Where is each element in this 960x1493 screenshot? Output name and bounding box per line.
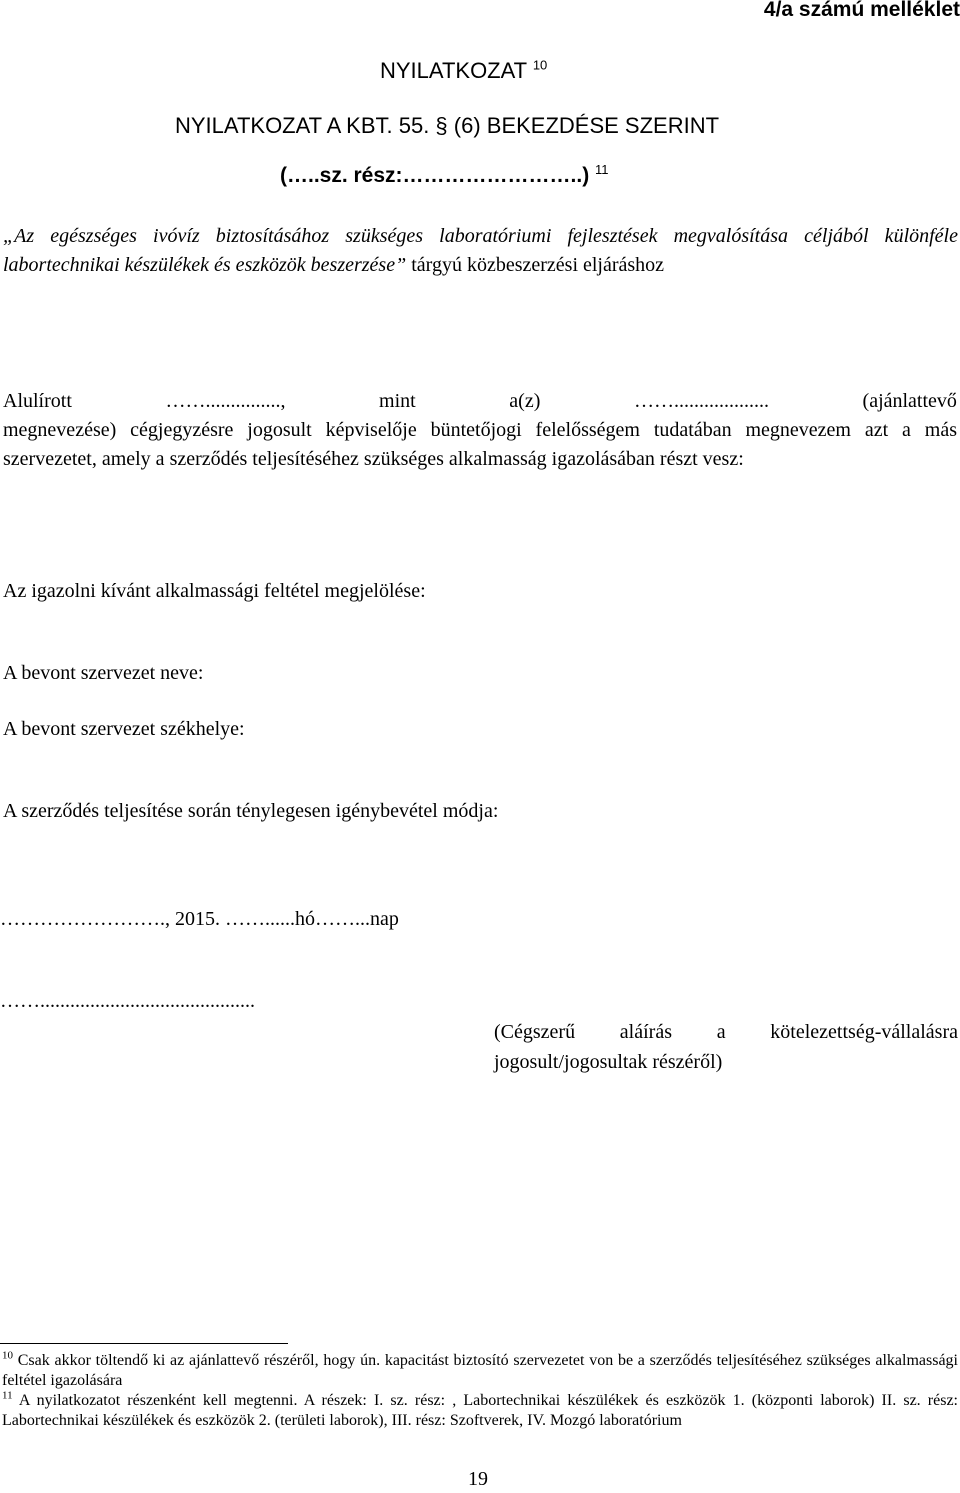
footnote-number: 10: [2, 1349, 13, 1362]
footnote-ref-10[interactable]: 10: [532, 57, 548, 73]
declaration-rest: megnevezése) cégjegyzésre jogosult képviselője büntetőjogi felelősségem tudatában megnevezem azt a más szervezetet, amely a szerződés teljesítéséhez szükséges alkalmasság igazolásában részt vesz:: [3, 419, 957, 470]
footnote-text: A nyilatkozatot részenként kell megtenni. A részek: I. sz. rész: , Labortechnikai készülékek és eszközök 1. (központi laborok) II. sz. rész: Labortechnikai készülékek és eszközök 2. (területi laborok), III. rész: Szoftverek, IV. Mozgó laboratórium: [2, 1392, 958, 1429]
signatory-name-blank: ……...............,: [165, 390, 286, 412]
document-title-text: NYILATKOZAT: [380, 58, 527, 83]
footnote-text: Csak akkor töltendő ki az ajánlattevő részéről, hogy ún. kapacitást biztosító szervezetet von be a szerződés teljesítéséhez szükséges alkalmassági feltétel igazolására: [2, 1352, 958, 1389]
declaration-first-line: [3, 387, 957, 416]
declaration-word: mint: [379, 390, 416, 412]
procurement-subject-title: „Az egészséges ivóvíz biztosításához szükséges laboratóriumi fejlesztések megvalósítása céljából különféle labortechnikai készülékek és eszközök beszerzése”: [3, 225, 958, 276]
procurement-subject: [3, 222, 958, 280]
field-usage-mode-label: A szerződés teljesítése során ténylegesen igénybevétel módja:: [3, 800, 499, 822]
field-org-seat-label: A bevont szervezet székhelye:: [3, 718, 245, 740]
part-placeholder-text: (…..sz. rész:……………………..): [280, 164, 590, 187]
signature-line: ……...........................................: [0, 990, 255, 1012]
declaration-word: a(z): [509, 390, 541, 412]
footnotes: [2, 1351, 958, 1431]
footnote-11: [2, 1391, 958, 1431]
footnote-ref-11[interactable]: 11: [595, 162, 609, 177]
declaration-word: Alulírott: [3, 390, 72, 412]
bidder-name-blank: ……...................: [633, 390, 769, 412]
annex-label: 4/a számú melléklet: [763, 0, 960, 21]
field-condition-label: Az igazolni kívánt alkalmassági feltétel megjelölése:: [3, 580, 426, 602]
footnote-separator: [0, 1343, 288, 1344]
declaration-word: (ajánlattevő: [862, 390, 957, 412]
signature-caption: (Cégszerű aláírás a kötelezettség-vállalásra jogosult/jogosultak részéről): [494, 1021, 958, 1073]
declaration-statement: [3, 387, 957, 474]
procurement-subject-rest: tárgyú közbeszerzési eljáráshoz: [406, 254, 665, 276]
footnote-number: 11: [2, 1389, 13, 1402]
footnote-10: [2, 1351, 958, 1391]
date-line: ……………………., 2015. ……......hó……...nap: [0, 908, 399, 930]
document-subtitle: NYILATKOZAT A KBT. 55. § (6) BEKEZDÉSE SZERINT: [175, 113, 720, 138]
field-org-name-label: A bevont szervezet neve:: [3, 662, 204, 684]
part-placeholder: [280, 164, 609, 188]
page-number: 19: [468, 1468, 488, 1490]
document-title: [380, 58, 547, 84]
